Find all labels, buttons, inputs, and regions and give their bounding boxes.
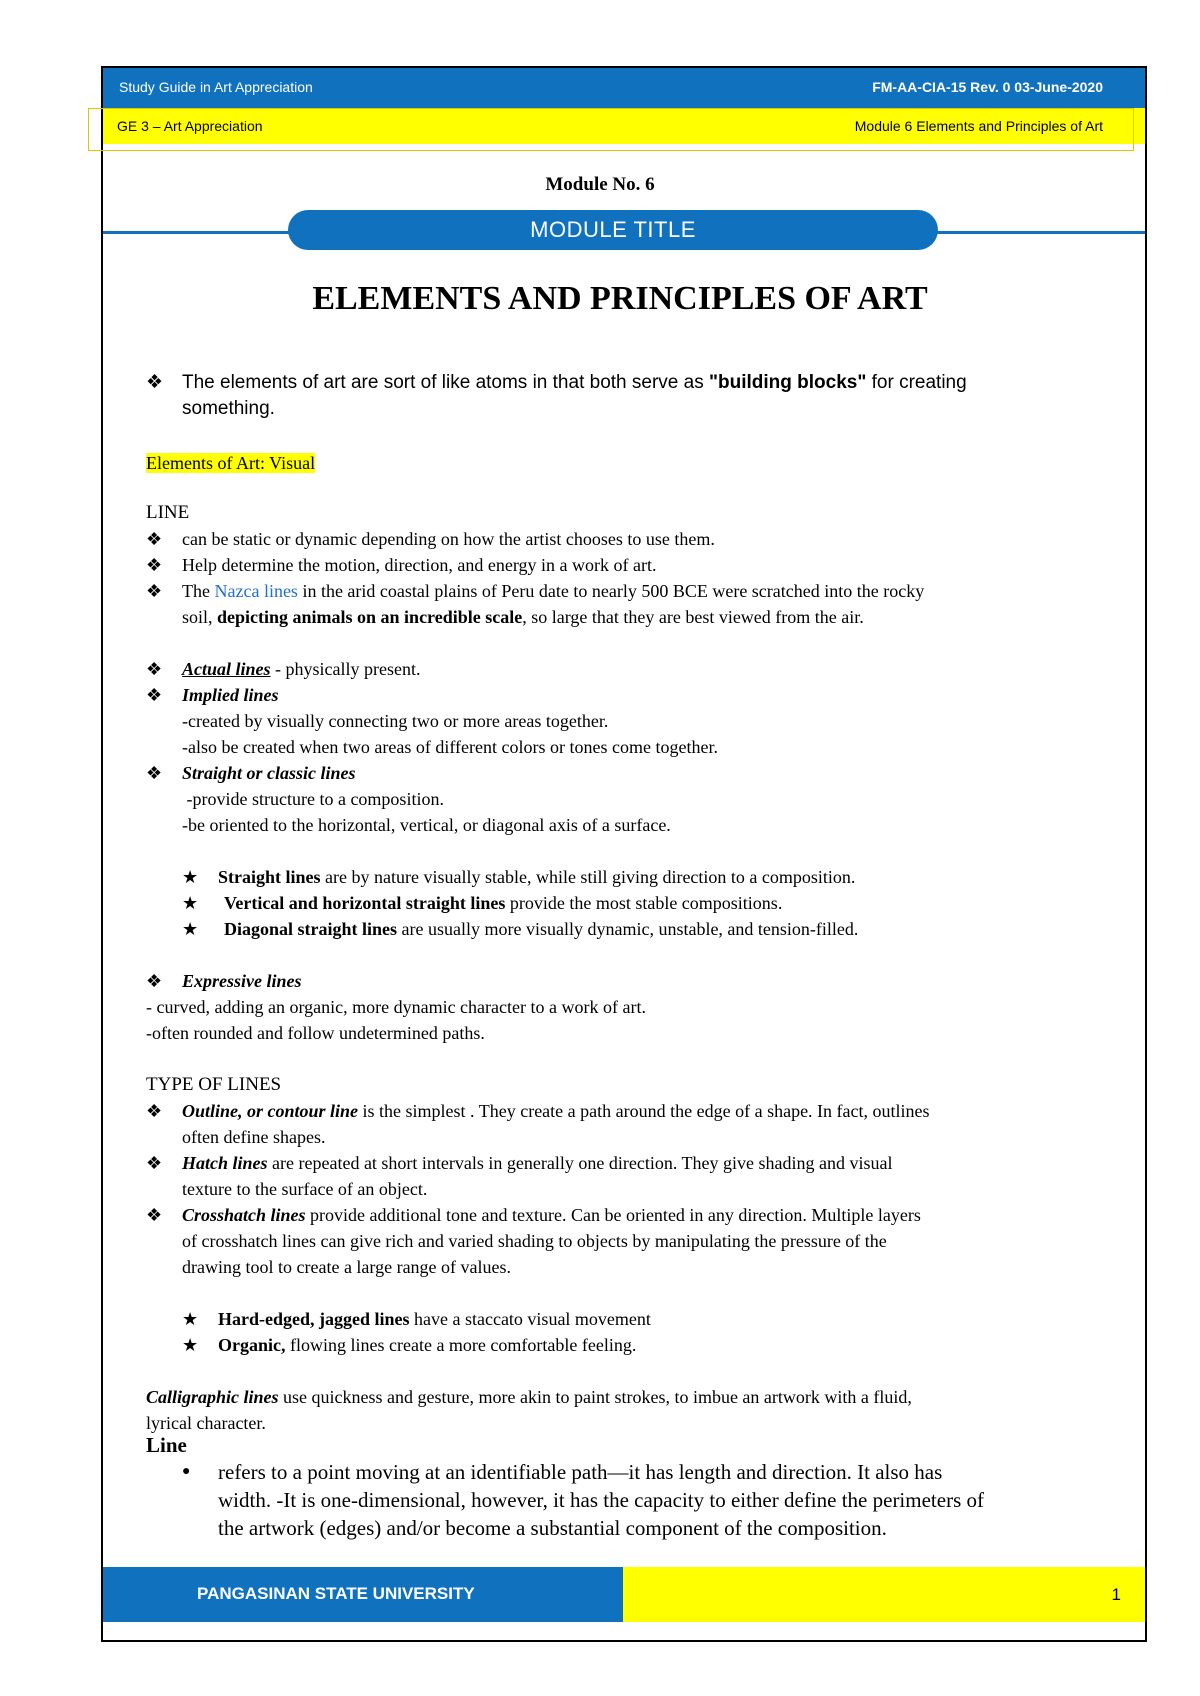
diamond-bullet-icon: ❖ bbox=[146, 1205, 163, 1225]
calligraphic-paragraph: Calligraphic lines use quickness and gesture, more akin to paint strokes, to imbue an artwork with a fluid, lyrical character. bbox=[146, 1387, 912, 1433]
star-bullet-icon: ★ bbox=[182, 1335, 199, 1355]
types-heading: TYPE OF LINES bbox=[146, 1074, 282, 1095]
diamond-bullet-icon: ❖ bbox=[146, 685, 163, 705]
page-title: ELEMENTS AND PRINCIPLES OF ART bbox=[312, 280, 928, 317]
title-rule-left bbox=[103, 231, 293, 234]
line-heading: LINE bbox=[146, 502, 190, 523]
header-form-code: FM-AA-CIA-15 Rev. 0 03-June-2020 bbox=[872, 79, 1103, 95]
elements-heading: Elements of Art: Visual bbox=[146, 453, 316, 473]
nazca-lines-link[interactable]: Nazca lines bbox=[214, 581, 298, 601]
header-guide-title: Study Guide in Art Appreciation bbox=[119, 79, 313, 95]
star-bullet-icon: ★ bbox=[182, 867, 199, 887]
header-bar bbox=[103, 68, 1145, 108]
diamond-bullet-icon: ❖ bbox=[146, 1101, 163, 1121]
diamond-bullet-icon: ❖ bbox=[146, 555, 163, 575]
expressive-desc-1: - curved, adding an organic, more dynamic character to a work of art. bbox=[146, 997, 646, 1017]
module-title-banner: MODULE TITLE bbox=[288, 210, 938, 250]
star-bullet-icon: ★ bbox=[182, 1309, 199, 1329]
line-definition-heading: Line bbox=[146, 1433, 187, 1457]
star-bullet-icon: ★ bbox=[182, 919, 199, 939]
dot-bullet-icon: ● bbox=[182, 1464, 191, 1479]
title-rule-right bbox=[934, 231, 1145, 234]
diamond-bullet-icon: ❖ bbox=[146, 971, 163, 991]
diamond-bullet-icon: ❖ bbox=[146, 372, 164, 393]
diamond-bullet-icon: ❖ bbox=[146, 529, 163, 549]
footer-page bbox=[623, 1567, 1145, 1622]
subheader-bar bbox=[103, 108, 1145, 144]
diamond-bullet-icon: ❖ bbox=[146, 581, 163, 601]
course-label: GE 3 – Art Appreciation bbox=[117, 118, 263, 134]
diamond-bullet-icon: ❖ bbox=[146, 763, 163, 783]
page-number: 1 bbox=[1111, 1585, 1121, 1604]
module-label: Module 6 Elements and Principles of Art bbox=[854, 118, 1103, 134]
diamond-bullet-icon: ❖ bbox=[146, 659, 163, 679]
diamond-bullet-icon: ❖ bbox=[146, 1153, 163, 1173]
footer-university: PANGASINAN STATE UNIVERSITY bbox=[103, 1567, 623, 1622]
expressive-desc-2: -often rounded and follow undetermined paths. bbox=[146, 1023, 485, 1043]
star-bullet-icon: ★ bbox=[182, 893, 199, 913]
module-number: Module No. 6 bbox=[545, 174, 655, 195]
